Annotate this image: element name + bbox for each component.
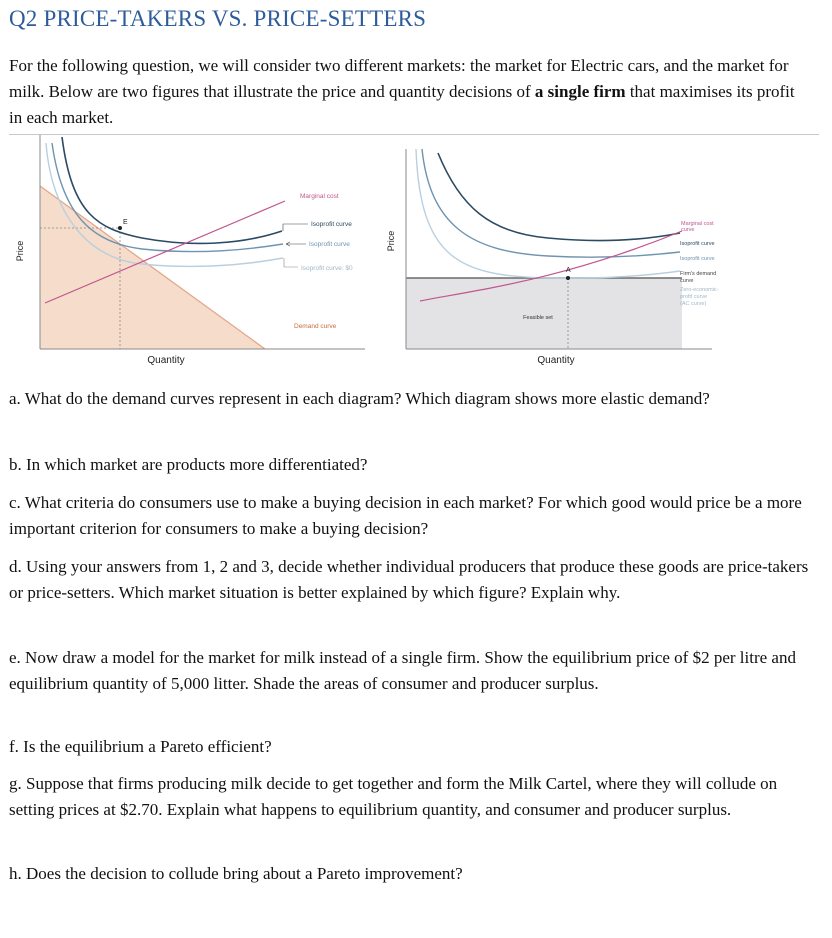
intro-text-2: that maximises its profit in each market. [9, 82, 795, 127]
right-marginal-cost-label-2: curve [681, 227, 695, 233]
figure-left [15, 135, 365, 366]
figure-pair [0, 135, 832, 375]
question-f: f. Is the equilibrium a Pareto efficient? [9, 737, 272, 756]
right-marginal-cost-label-1: Marginal cost [681, 221, 714, 227]
right-zero-label-2: profit curve [680, 294, 708, 300]
question-c: c. What criteria do consumers use to make a buying decision in each market? For which good would price be a more important criterion for consumers to make a buying decision? [9, 493, 802, 538]
right-zero-label-3: (AC curve) [680, 301, 707, 307]
left-isoprofit-label-2: Isoprofit curve [309, 241, 350, 248]
left-point-e: E [123, 219, 128, 226]
right-zero-profit-curve [416, 149, 680, 278]
right-isoprofit-label-2: Isoprofit curve [680, 256, 715, 262]
question-h: h. Does the decision to collude bring about a Pareto improvement? [9, 864, 463, 883]
intro-paragraph [9, 53, 809, 131]
left-marginal-cost-label: Marginal cost [300, 193, 339, 200]
left-isoprofit-pointer-3 [284, 258, 298, 267]
right-point-a-dot [566, 276, 570, 280]
left-isoprofit-label-1: Isoprofit curve [311, 221, 352, 228]
left-demand-label: Demand curve [294, 323, 337, 330]
left-isoprofit-label-3: Isoprofit curve: $0 [301, 265, 353, 272]
right-x-label: Quantity [537, 355, 575, 366]
right-y-label: Price [386, 230, 396, 252]
right-isoprofit-curve-1 [438, 153, 680, 240]
question-d: d. Using your answers from 1, 2 and 3, decide whether individual producers that produce these goods are price-takers or price-setters. Which market situation is better explained by which figure? Explain why. [9, 557, 809, 602]
right-isoprofit-label-1: Isoprofit curve [680, 241, 715, 247]
right-demand-label-1: Firm's demand [680, 271, 717, 277]
question-b: b. In which market are products more differentiated? [9, 455, 368, 474]
figure-right [386, 149, 719, 366]
question-g: g. Suppose that firms producing milk decide to get together and form the Milk Cartel, where they will collude on setting prices at $2.70. Explain what happens to equilibrium quantity, and consumer and producer surplus. [9, 774, 778, 819]
question-e: e. Now draw a model for the market for milk instead of a single firm. Show the equilibrium price of $2 per litre and equilibrium quantity of 5,000 litter. Shade the areas of consumer and producer surplus. [9, 648, 796, 693]
right-point-a: A [566, 267, 571, 274]
right-demand-label-2: curve [680, 278, 694, 284]
page-title: Q2 PRICE-TAKERS VS. PRICE-SETTERS [9, 6, 427, 31]
left-isoprofit-pointer-2 [286, 242, 306, 246]
right-isoprofit-curve-2 [422, 149, 680, 257]
right-zero-label-1: Zero-economic- [680, 287, 719, 293]
right-feasible-area [406, 278, 682, 349]
intro-bold: a single firm [534, 82, 626, 101]
right-feasible-label: Feasible set [523, 315, 553, 321]
left-y-label: Price [15, 240, 25, 262]
left-point-e-dot [118, 226, 122, 230]
intro-text-1: For the following question, we will consider two different markets: the market for Electric cars, and the market for milk. Below are two figures that illustrate the price and quantity decisions of [9, 56, 789, 101]
question-a: a. What do the demand curves represent in each diagram? Which diagram shows more elastic demand? [9, 389, 710, 408]
left-x-label: Quantity [147, 355, 185, 366]
left-isoprofit-pointer-1 [283, 224, 308, 231]
